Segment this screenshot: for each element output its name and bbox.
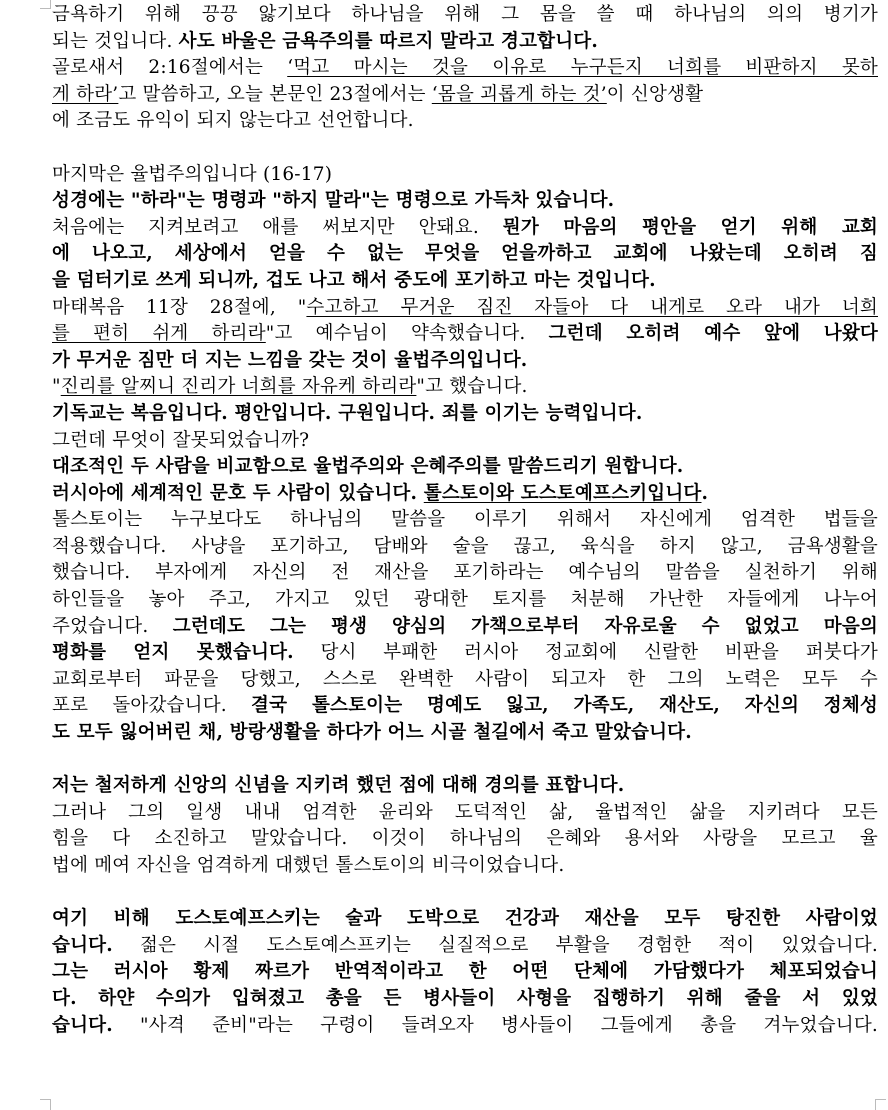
text-run: 에 조금도 유익이 되지 않는다고 선언합니다.	[52, 110, 414, 132]
text-run: 이 신앙생활	[606, 83, 704, 105]
text-run: ‘몸을 괴롭게 하는 것’	[431, 83, 607, 105]
text-run: 젊은 시절 도스토예스프키는 실질적으로 부활을 경험한 적이 있었습니다.	[112, 934, 878, 956]
text-run: "사격 준비"라는 구령이 들려오자 병사들이 그들에게 총을 겨누었습니다.	[112, 1014, 878, 1036]
text-line	[52, 348, 878, 375]
text-line	[52, 188, 878, 215]
text-run: 습니다.	[52, 1014, 113, 1036]
text-run: 진리를 알찌니 진리가 너희를 자유케 하리라	[60, 376, 417, 398]
text-run: 마태복음 11장 28절에, "	[52, 296, 307, 318]
blank-line	[52, 135, 878, 162]
text-line	[52, 241, 878, 268]
text-line	[52, 481, 878, 508]
text-run: 주었습니다.	[52, 615, 173, 637]
text-run: 적용했습니다. 사냥을 포기하고, 담배와 술을 끊고, 육식을 하지 않고, 금욕생활을	[52, 535, 878, 557]
text-run: 톨스토이는 누구보다도 하나님의 말씀을 이루기 위해서 자신에게 엄격한 법들을	[52, 509, 878, 531]
text-run: 했습니다. 부자에게 자신의 전 재산을 포기하라는 예수님의 말씀을 실천하기 위해	[52, 562, 878, 584]
text-line	[52, 800, 878, 827]
text-run: 저는 철저하게 신앙의 신념을 지키려 했던 점에 대해 경의를 표합니다.	[52, 775, 625, 797]
text-run: 톨스토이와 도스토예프스키입니다	[423, 482, 702, 504]
text-run: 를 편히 쉬게 하리라	[52, 323, 266, 345]
text-run: 뭔가 마음의 평안을 얻기 위해 교회	[502, 216, 878, 238]
text-run: 수고하고 무거운 짐진 자들아 다 내게로 오라 내가 너희	[306, 296, 878, 318]
text-line	[52, 933, 878, 960]
text-line	[52, 2, 878, 29]
text-run: 결국 톨스토이는 명예도 잃고, 가족도, 재산도, 자신의 정체성	[251, 695, 878, 717]
text-run: 당시 부패한 러시아 정교회에 신랄한 비판을 퍼붓다가	[293, 642, 878, 664]
text-line	[52, 906, 878, 933]
text-line	[52, 108, 878, 135]
text-line	[52, 374, 878, 401]
text-run: 교회로부터 파문을 당했고, 스스로 완벽한 사람이 되고자 한 그의 노력은 모두 수	[52, 668, 878, 690]
text-line	[52, 587, 878, 614]
text-run: 에 나오고, 세상에서 얻을 수 없는 무엇을 얻을까하고 교회에 나왔는데 오히려 짐	[52, 243, 878, 265]
text-line	[52, 959, 878, 986]
text-run: 금욕하기 위해 끙끙 앓기보다 하나님을 위해 그 몸을 쓸 때 하나님의 의의 병기가	[52, 4, 878, 25]
text-line	[52, 268, 878, 295]
text-line	[52, 614, 878, 641]
text-line	[52, 428, 878, 455]
text-run: 여기 비해 도스토예프스키는 술과 도박으로 건강과 재산을 모두 탕진한 사람이었	[52, 908, 878, 930]
text-line	[52, 826, 878, 853]
text-run: 사도 바울은 금욕주의를 따르지 말라고 경고합니다.	[178, 30, 599, 52]
page-corner-mark	[40, 1099, 51, 1110]
document-body	[52, 2, 878, 1039]
text-run: "고 했습니다.	[416, 376, 528, 398]
text-line	[52, 82, 878, 109]
text-run: ‘먹고 마시는 것을 이유로 누구든지 너희를 비판하지 못하	[287, 57, 878, 79]
text-run: 그런데 오히려 예수 앞에 나왔다	[548, 323, 878, 345]
text-run: 습니다.	[52, 934, 113, 956]
page-corner-mark	[40, 0, 51, 9]
text-line	[52, 693, 878, 720]
text-run: 성경에는 "하라"는 명령과 "하지 말라"는 명령으로 가득차 있습니다.	[52, 190, 615, 212]
text-run: .	[701, 482, 709, 504]
text-run: 힘을 다 소진하고 말았습니다. 이것이 하나님의 은혜와 용서와 사랑을 모르고 율	[52, 828, 878, 850]
text-run: 포로 돌아갔습니다.	[52, 695, 252, 717]
text-line	[52, 720, 878, 747]
text-run: 그는 러시아 황제 짜르가 반역적이라고 한 어떤 단체에 가담했다가 체포되었습니	[52, 961, 878, 983]
text-run: 대조적인 두 사람을 비교함으로 율법주의와 은혜주의를 말씀드리기 원합니다.	[52, 456, 684, 478]
page-corner-mark	[875, 1099, 886, 1110]
text-run: 다. 하얀 수의가 입혀졌고 총을 든 병사들이 사형을 집행하기 위해 줄을 서 있었	[52, 987, 878, 1009]
text-run: 러시아에 세계적인 문호 두 사람이 있습니다.	[52, 482, 424, 504]
text-line	[52, 321, 878, 348]
text-line	[52, 773, 878, 800]
text-run: 을 덤터기로 쓰게 되니까, 겁도 나고 해서 중도에 포기하고 마는 것입니다.	[52, 269, 656, 291]
blank-line	[52, 747, 878, 774]
blank-line	[52, 880, 878, 907]
text-run: 가 무거운 짐만 더 지는 느낌을 갖는 것이 율법주의입니다.	[52, 349, 528, 371]
text-line	[52, 986, 878, 1013]
text-line	[52, 55, 878, 82]
text-line	[52, 215, 878, 242]
text-line	[52, 667, 878, 694]
text-run: 법에 메여 자신을 엄격하게 대했던 톨스토이의 비극이었습니다.	[52, 855, 565, 876]
text-line	[52, 507, 878, 534]
text-run: "고 예수님이 약속했습니다.	[265, 323, 549, 345]
text-run: 처음에는 지켜보려고 애를 써보지만 안돼요.	[52, 216, 503, 238]
text-run: 게 하라’	[52, 83, 119, 105]
text-line	[52, 454, 878, 481]
text-line	[52, 401, 878, 428]
text-line	[52, 640, 878, 667]
text-line	[52, 560, 878, 587]
text-line	[52, 295, 878, 322]
text-line	[52, 1013, 878, 1040]
text-run: 고 말씀하고, 오늘 본문인 23절에서는	[118, 83, 432, 105]
text-run: 골로새서 2:16절에서는	[52, 57, 288, 79]
text-run: "	[52, 376, 61, 398]
text-run: 하인들을 놓아 주고, 가지고 있던 광대한 토지를 처분해 가난한 자들에게 나누어	[52, 589, 878, 611]
text-line	[52, 29, 878, 56]
text-run: 마지막은 율법주의입니다 (16-17)	[52, 163, 333, 185]
text-run: 그런데 무엇이 잘못되었습니까?	[52, 429, 310, 451]
text-run: 평화를 얻지 못했습니다.	[52, 642, 294, 664]
text-run: 되는 것입니다.	[52, 30, 179, 52]
text-run: 그런데도 그는 평생 양심의 가책으로부터 자유로울 수 없었고 마음의	[172, 615, 878, 637]
text-line	[52, 853, 878, 880]
text-run: 기독교는 복음입니다. 평안입니다. 구원입니다. 죄를 이기는 능력입니다.	[52, 402, 643, 424]
text-line	[52, 162, 878, 189]
text-line	[52, 534, 878, 561]
text-run: 그러나 그의 일생 내내 엄격한 윤리와 도덕적인 삶, 율법적인 삶을 지키려다 모든	[52, 801, 878, 823]
text-run: 도 모두 잃어버린 채, 방랑생활을 하다가 어느 시골 철길에서 죽고 말았습니다.	[52, 722, 692, 744]
